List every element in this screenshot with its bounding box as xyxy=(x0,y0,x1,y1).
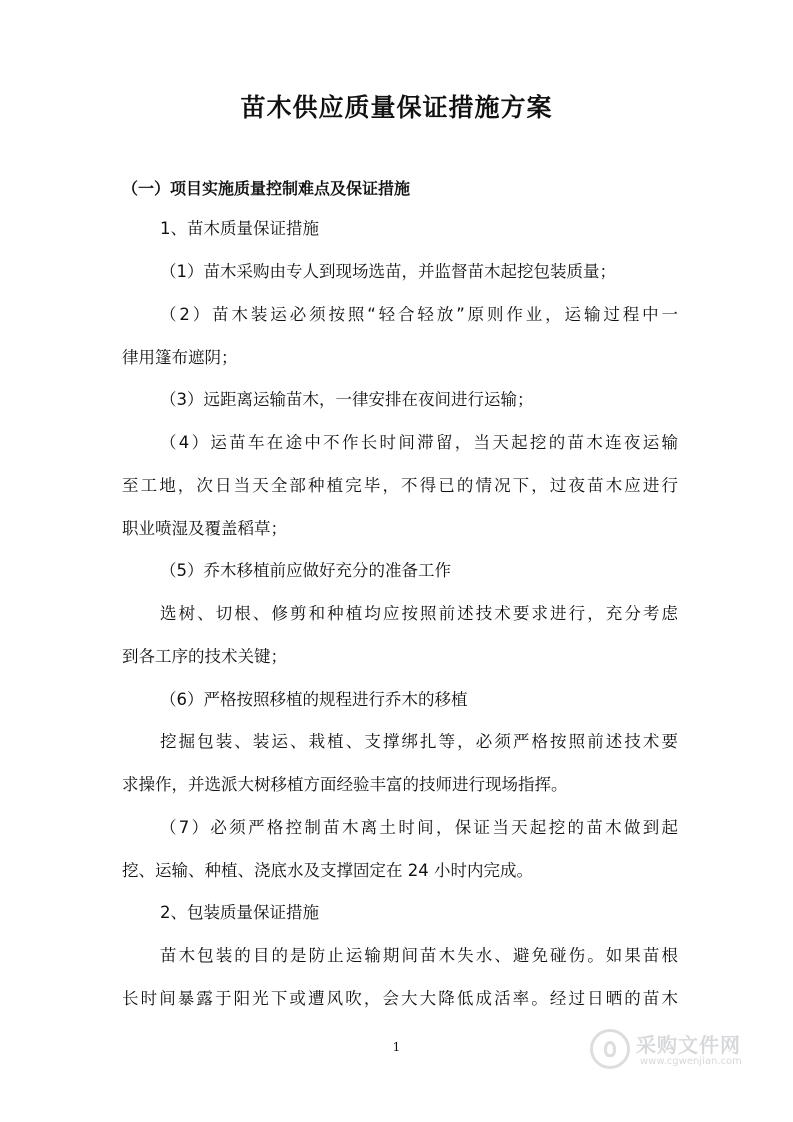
watermark xyxy=(590,1025,770,1077)
paragraph-line: （3）远距离运输苗木，一律安排在夜间进行运输； xyxy=(160,390,534,409)
paragraph-line: 长时间暴露于阳光下或遭风吹，会大大降低成活率。经过日晒的苗木 xyxy=(122,989,678,1008)
paragraph-line: 求操作，并选派大树移植方面经验丰富的技师进行现场指挥。 xyxy=(122,775,568,794)
section-heading: （一）项目实施质量控制难点及保证措施 xyxy=(122,179,411,198)
paragraph-line: （7）必须严格控制苗木离土时间，保证当天起挖的苗木做到起 xyxy=(160,818,678,837)
page-number: 1 xyxy=(392,1040,401,1054)
paragraph-line: 律用篷布遮阴； xyxy=(122,348,238,367)
watermark-text: 采购文件网 xyxy=(636,1033,741,1057)
document-title: 苗木供应质量保证措施方案 xyxy=(240,93,553,122)
paragraph-line: （6）严格按照移植的规程进行乔木的移植 xyxy=(160,690,468,709)
paragraph-line: 到各工序的技术关键； xyxy=(122,647,287,666)
paragraph-line: 至工地，次日当天全部种植完毕，不得已的情况下，过夜苗木应进行 xyxy=(122,476,678,495)
subheading-2: 2、包装质量保证措施 xyxy=(160,903,319,922)
paragraph-line: 挖、运输、种植、浇底水及支撑固定在 24 小时内完成。 xyxy=(122,861,533,880)
paragraph-line: 苗木包装的目的是防止运输期间苗木失水、避免碰伤。如果苗根 xyxy=(160,946,678,965)
paragraph-line: （4）运苗车在途中不作长时间滞留，当天起挖的苗木连夜运输 xyxy=(160,433,678,452)
paragraph-line: 挖掘包装、装运、栽植、支撑绑扎等，必须严格按照前述技术要 xyxy=(160,732,678,751)
paragraph-line: （5）乔木移植前应做好充分的准备工作 xyxy=(160,561,451,580)
cgwenjian-logo-icon xyxy=(590,1029,630,1069)
paragraph-line: 职业喷湿及覆盖稻草； xyxy=(122,519,287,538)
paragraph-line: （2）苗木装运必须按照“轻合轻放”原则作业，运输过程中一 xyxy=(160,305,678,324)
paragraph-line: 选树、切根、修剪和种植均应按照前述技术要求进行，充分考虑 xyxy=(160,604,678,623)
watermark-url: www.cgwenjian.com xyxy=(640,1056,742,1067)
subheading-1: 1、苗木质量保证措施 xyxy=(160,219,319,238)
paragraph-line: （1）苗木采购由专人到现场选苗，并监督苗木起挖包装质量； xyxy=(160,262,616,281)
